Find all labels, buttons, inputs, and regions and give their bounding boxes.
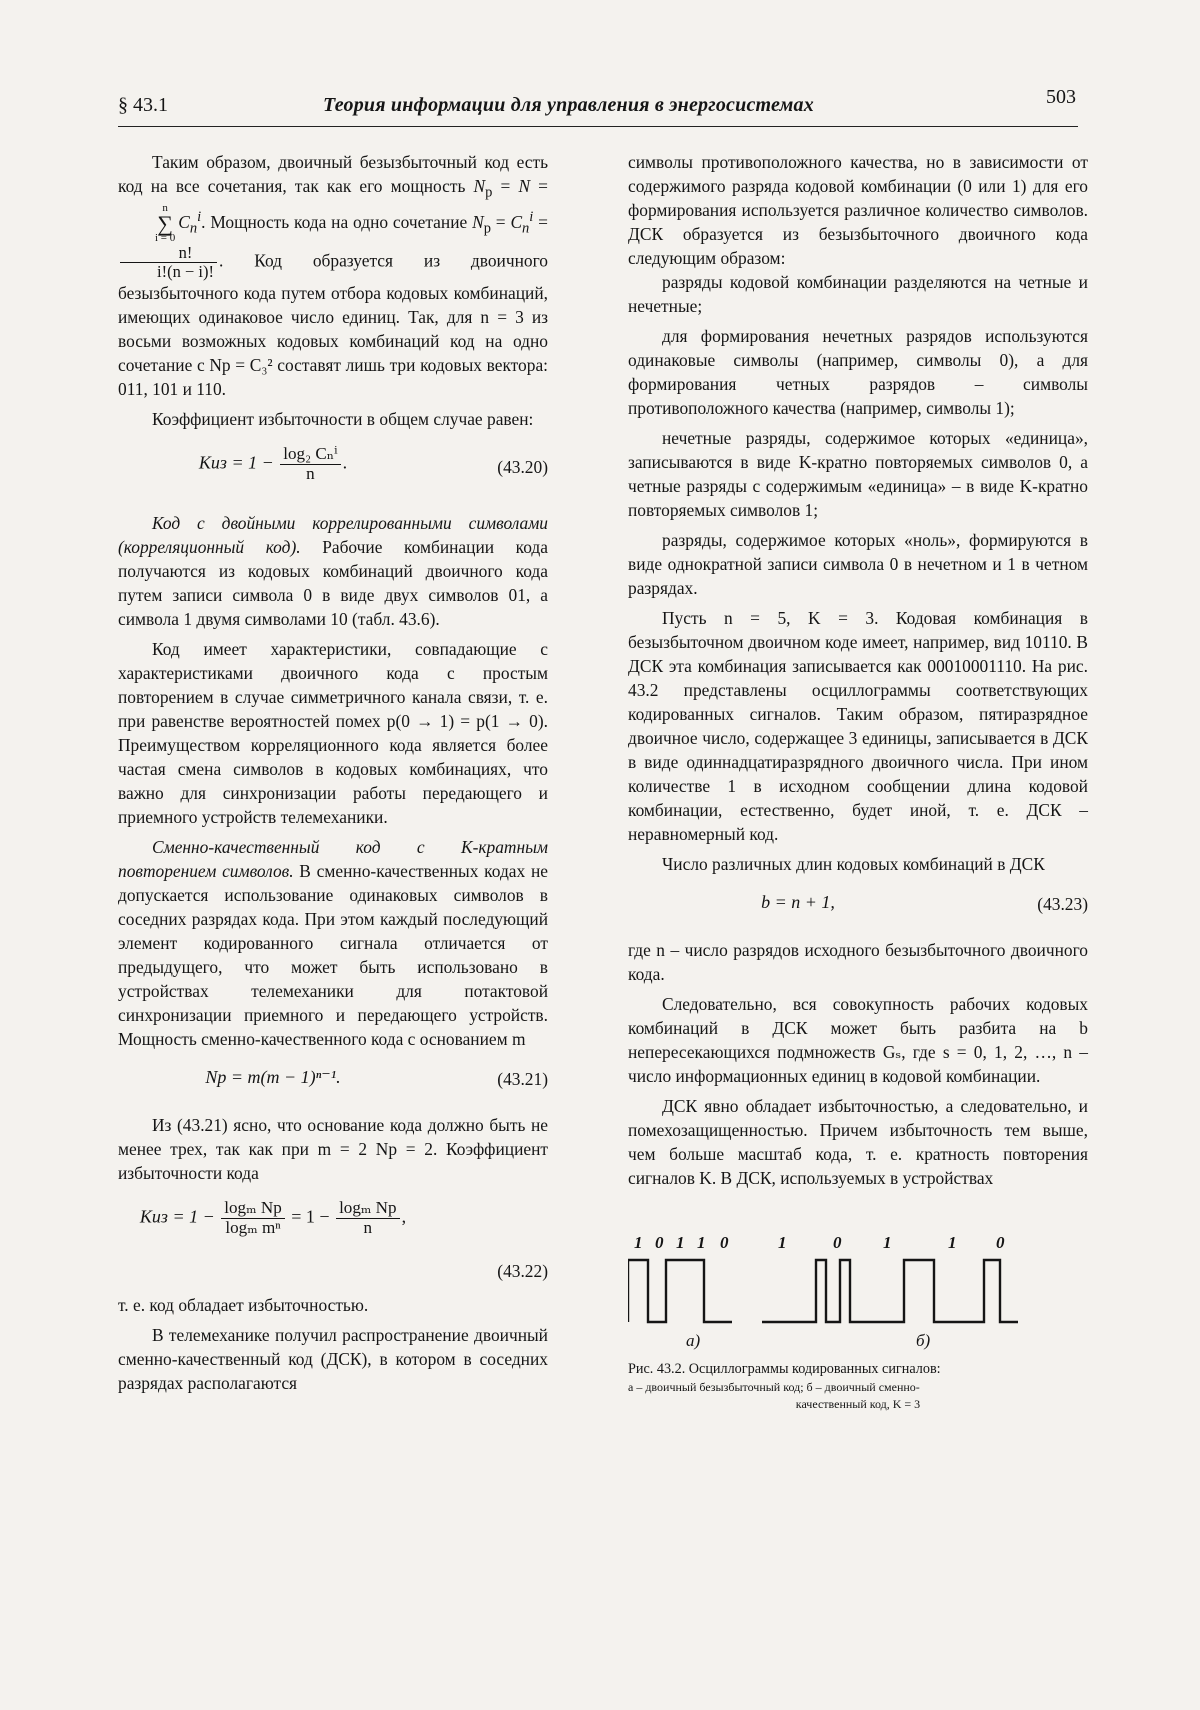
bit-label: 0 (833, 1233, 842, 1252)
paragraph: т. е. код обладает избыточностью. (118, 1295, 369, 1316)
paragraph: Коэффициент избыточности в общем случае равен: (152, 409, 534, 430)
paragraph: Код с двойными коррелированными символами (корреляционный код). Рабочие комбинации кода получаются из кодовых комбинаций двоичного кода путем записи символа 0 в виде двух символов 01, а символа 1 двумя символами 10 (табл. 43.6). (118, 513, 548, 630)
list-item: нечетные разряды, содержимое которых «единица», записываются в виде K-кратно повторяемых символов 0, а четные разряды с содержимым «единица» – в виде K-кратно повторяемых символов 1; (628, 428, 1088, 520)
section-number: § 43.1 (118, 94, 168, 116)
chapter-title: Теория информации для управления в энергосистемах (323, 94, 814, 116)
paragraph: Код имеет характеристики, совпадающие с характеристиками двоичного кода с простым повторением в случае симметричного канала связи, т. е. при равенстве вероятностей помех p(0 → 1) = p(1 → 0). Преимуществом корреляционного кода является более частая смена символов в кодовых комбинациях, что важно для синхронизации работы передающего и приемного устройств телемеханики. (118, 639, 548, 828)
subfigure-label-b: б) (916, 1331, 931, 1350)
figure-caption (628, 1360, 1088, 1413)
list-item: для формирования нечетных разрядов используются одинаковые символы (например, символы 0), а для формирования четных разрядов – символы противоположного качества (например, символы 1); (628, 326, 1088, 418)
sum-operator: n ∑ i = 0 (155, 202, 176, 245)
caption-legend: а – двоичный безызбыточный код; б – двоичный сменно- (628, 1380, 920, 1394)
list-item: разряды, содержимое которых «ноль», формируются в виде однократной записи символа 0 в нечетном и 1 в четном разрядах. (628, 530, 1088, 598)
bit-label: 1 (948, 1233, 957, 1252)
caption-legend-tail: качественный код, K = 3 (795, 1397, 921, 1411)
left-column (118, 150, 548, 1395)
equation-number: (43.22) (497, 1261, 548, 1282)
paragraph: Сменно-качественный код с K-кратным повторением символов. В сменно-качественных кодах не допускается использование одинаковых символов в соседних разрядах кода. При этом каждый последующий элемент кодированного сигнала отличается от предыдущего, что может быть использовано в устройствах телемеханики для потактовой синхронизации приемного и передающего устройств. Мощность сменно-качественного кода с основанием m (118, 837, 548, 1050)
waveform-a (628, 1260, 732, 1322)
equation-number: (43.20) (497, 457, 548, 478)
equation-43-23: b = n + 1, (43.23) (761, 892, 1088, 914)
waveform-b (762, 1260, 1018, 1322)
paragraph: где n – число разрядов исходного безызбыточного двоичного кода. (628, 940, 1088, 984)
bit-label: 0 (655, 1233, 664, 1252)
equation-43-20: Kиз = 1 − $\frac{\text{log₂ Cₙⁱ}}{n}$ . (43.20) (198, 444, 548, 484)
subfigure-label-a: а) (686, 1331, 701, 1350)
caption-title: Рис. 43.2. Осциллограммы кодированных сигналов: (628, 1361, 941, 1377)
running-header (118, 86, 1078, 127)
paragraph: символы противоположного качества, но в зависимости от содержимого разряда кодовой комбинации (0 или 1) для его формирования используется различное количество символов. ДСК образуется из безызбыточного двоичного кода следующим образом: (628, 152, 1088, 268)
page-number: 503 (1046, 86, 1076, 108)
bit-label: 0 (720, 1233, 729, 1252)
paragraph: ДСК явно обладает избыточностью, а следовательно, и помехозащищенностью. Причем избыточность тем выше, чем больше масштаб кода, т. е. кратность повторения сигналов K. В ДСК, используемых в устройствах (628, 1096, 1088, 1188)
fraction: $\frac{n!}{i!(n - i)!}$ (120, 244, 217, 281)
figure-43-2 (628, 1224, 1088, 1413)
bit-label: 0 (996, 1233, 1005, 1252)
equation-number: (43.23) (1037, 894, 1088, 914)
right-column (628, 150, 1088, 1190)
paragraph: Следовательно, вся совокупность рабочих кодовых комбинаций в ДСК может быть разбита на b непересекающихся подмножеств Gₛ, где s = 0, 1, 2, …, n – число информационных единиц в кодовой комбинации. (628, 994, 1088, 1086)
paragraph: Из (43.21) ясно, что основание кода должно быть не менее трех, так как при m = 2 Np = 2. Коэффициент избыточности кода (118, 1115, 548, 1184)
bit-label: 1 (883, 1233, 892, 1252)
paragraph: Пусть n = 5, K = 3. Кодовая комбинация в безызбыточном двоичном коде имеет, например, вид 10110. В ДСК эта комбинация записывается как 00010001110. На рис. 43.2 представлены осциллограммы соответствующих кодированных сигналов. Таким образом, пятиразрядное двоичное число, содержащее 3 единицы, записывается в ДСК в виде одиннадцатиразрядного двоичного числа. При ином количестве 1 в исходном сообщении длина кодовой комбинации, естественно, будет иной, т. е. ДСК – неравномерный код. (628, 608, 1088, 844)
list-item: разряды кодовой комбинации разделяются на четные и нечетные; (628, 272, 1088, 316)
bit-label: 1 (697, 1233, 706, 1252)
equation-43-21: Np = m(m − 1)ⁿ⁻¹. (43.21) (205, 1067, 548, 1090)
oscillogram-diagram (628, 1224, 1088, 1354)
paragraph: В телемеханике получил распространение двоичный сменно-качественный код (ДСК), в котором в соседних разрядах располагаются (118, 1325, 548, 1394)
paragraph: Число различных длин кодовых комбинаций в ДСК (662, 854, 1045, 874)
equation-number: (43.21) (497, 1069, 548, 1090)
paragraph: Таким образом, двоичный безызбыточный код есть код на все сочетания, так как его мощность $N_p = N$ = n ∑ i = 0 $C_n^i$. Мощность кода на одно сочетание $N_p = C_n^i$ = $\frac{n!}{i!(n - i)!}$ . Код образуется из двоичного безызбыточного кода путем отбора кодовых комбинаций, имеющих одинаковое число единиц. Так, для n = 3 из восьми возможных кодовых комбинаций код на одно сочетание с Np = C₃² составят лишь три кодовых вектора: 011, 101 и 110. (118, 152, 548, 400)
equation-43-22: Kиз = 1 − $\frac{\text{logₘ Np}}{\text{logₘ mⁿ}}$ = 1 − $\frac{\text{logₘ Np}}{n}$ , (43.22) (139, 1198, 548, 1282)
bit-label: 1 (676, 1233, 685, 1252)
bit-label: 1 (778, 1233, 787, 1252)
bit-label: 1 (634, 1233, 643, 1252)
